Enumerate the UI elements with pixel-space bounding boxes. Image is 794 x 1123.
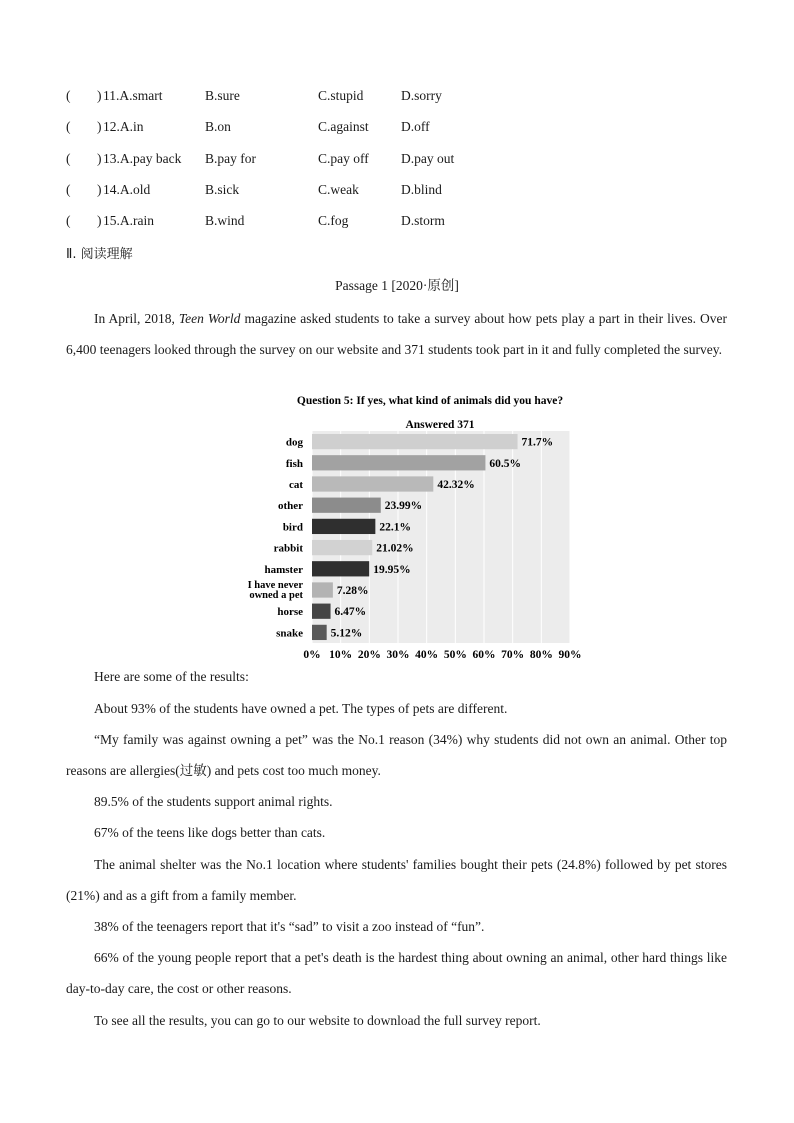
answer-blank-close: )	[97, 181, 102, 197]
question-row	[66, 149, 726, 180]
option-c: C.weak	[318, 181, 359, 197]
option-b: B.sick	[205, 181, 240, 197]
option-b: B.sure	[205, 88, 240, 103]
answer-blank-close: )	[97, 213, 102, 229]
bar-other	[312, 498, 381, 513]
option-d: D.sorry	[401, 88, 442, 103]
bar-i-have-never-owned-a-pet	[312, 582, 333, 597]
answer-blank-open: (	[66, 119, 71, 135]
option-a: 14.A.old	[103, 181, 151, 197]
x-tick-label: 0%	[303, 649, 321, 661]
result-reason-no-pet: “My family was against owning a pet” was the No.1 reason (34%) why students did not own an animal. Other top reasons are allergies(过敏) and pets cost too much money.	[66, 732, 727, 778]
question-row	[66, 211, 726, 242]
bar-fish	[312, 455, 485, 470]
x-tick-label: 30%	[386, 649, 410, 661]
results-intro: Here are some of the results:	[94, 669, 249, 684]
x-tick-label: 10%	[329, 649, 353, 661]
category-label: horse	[277, 606, 303, 619]
chart-svg	[230, 388, 590, 663]
category-label: hamster	[264, 563, 303, 576]
value-label: 21.02%	[376, 542, 414, 555]
result-zoo: 38% of the teenagers report that it's “sad” to visit a zoo instead of “fun”.	[94, 919, 485, 934]
answer-blank-close: )	[97, 119, 102, 135]
option-c: C.stupid	[318, 88, 364, 103]
category-label: other	[277, 500, 303, 513]
option-b: B.pay for	[205, 150, 256, 166]
question-row	[66, 180, 726, 211]
pet-survey-chart	[230, 388, 590, 663]
answer-blank-close: )	[97, 150, 102, 166]
category-label: cat	[288, 479, 303, 491]
x-tick-label: 90%	[558, 649, 582, 661]
option-c: C.pay off	[318, 150, 369, 166]
bar-cat	[312, 476, 433, 491]
result-website: To see all the results, you can go to our website to download the full survey report.	[94, 1013, 541, 1028]
intro-paragraph	[66, 303, 727, 365]
value-label: 23.99%	[384, 500, 423, 513]
category-label: I have never	[247, 580, 303, 591]
question-row	[66, 86, 726, 117]
option-d: D.blind	[401, 181, 442, 197]
value-label: 6.47%	[334, 606, 367, 619]
bar-rabbit	[312, 540, 372, 555]
value-label: 19.95%	[373, 563, 411, 576]
option-d: D.pay out	[401, 150, 455, 166]
chart-title: Question 5: If yes, what kind of animals did you have?	[296, 395, 564, 407]
result-pet-death: 66% of the young people report that a pet's death is the hardest thing about owning an animal, other hard things like day-to-day care, the cost or other reasons.	[66, 950, 727, 996]
answer-blank-open: (	[66, 181, 71, 197]
category-label: bird	[282, 521, 303, 534]
option-c: C.fog	[318, 213, 349, 229]
result-dogs-vs-cats: 67% of the teens like dogs better than cats.	[94, 825, 326, 840]
option-c: C.against	[318, 119, 369, 135]
option-a: 15.A.rain	[103, 213, 154, 229]
answer-blank-close: )	[97, 88, 102, 103]
value-label: 7.28%	[336, 585, 369, 597]
bar-horse	[312, 604, 331, 619]
option-b: B.on	[205, 119, 231, 135]
x-tick-label: 80%	[529, 649, 553, 661]
option-a: 13.A.pay back	[103, 150, 182, 166]
multiple-choice-list	[66, 86, 726, 242]
option-a: 12.A.in	[103, 119, 144, 135]
category-label: snake	[276, 627, 303, 640]
category-label: dog	[285, 436, 303, 449]
bar-snake	[312, 625, 327, 640]
answer-blank-open: (	[66, 150, 71, 166]
section-heading: Ⅱ. 阅读理解	[66, 247, 133, 262]
value-label: 42.32%	[437, 479, 475, 491]
value-label: 60.5%	[489, 457, 522, 470]
value-label: 5.12%	[330, 627, 363, 640]
x-tick-label: 50%	[443, 649, 467, 661]
passage-title: Passage 1 [2020·原创]	[335, 278, 459, 293]
bar-bird	[312, 519, 375, 534]
category-label: fish	[285, 457, 303, 470]
bar-hamster	[312, 561, 369, 576]
category-label: owned a pet	[249, 590, 303, 601]
question-row	[66, 117, 726, 148]
result-owned-pet: About 93% of the students have owned a pet. The types of pets are different.	[94, 701, 508, 716]
option-b: B.wind	[205, 213, 245, 229]
value-label: 71.7%	[521, 436, 554, 449]
answer-blank-open: (	[66, 88, 71, 103]
category-label: rabbit	[273, 542, 303, 555]
chart-subtitle: Answered 371	[405, 419, 475, 431]
bar-dog	[312, 434, 518, 449]
x-tick-label: 40%	[415, 649, 439, 661]
result-pet-source: The animal shelter was the No.1 location where students' families bought their pets (24.8%) followed by pet stores (21%) and as a gift from a family member.	[66, 857, 727, 903]
option-d: D.off	[401, 119, 430, 135]
intro-text-1: In April, 2018,	[94, 311, 179, 326]
value-label: 22.1%	[379, 521, 411, 534]
answer-blank-open: (	[66, 213, 71, 229]
option-a: 11.A.smart	[103, 88, 163, 103]
x-tick-label: 20%	[357, 649, 381, 661]
intro-text-2: magazine asked students to take a survey about how pets play a part in their lives. Over 6,400 teenagers looked through the survey on our website and 371 students took part in it and fully completed the survey.	[66, 311, 728, 357]
result-animal-rights: 89.5% of the students support animal rights.	[94, 794, 333, 809]
magazine-name: Teen World	[178, 311, 241, 326]
x-tick-label: 70%	[501, 649, 525, 661]
option-d: D.storm	[401, 213, 445, 229]
x-tick-label: 60%	[472, 649, 496, 661]
